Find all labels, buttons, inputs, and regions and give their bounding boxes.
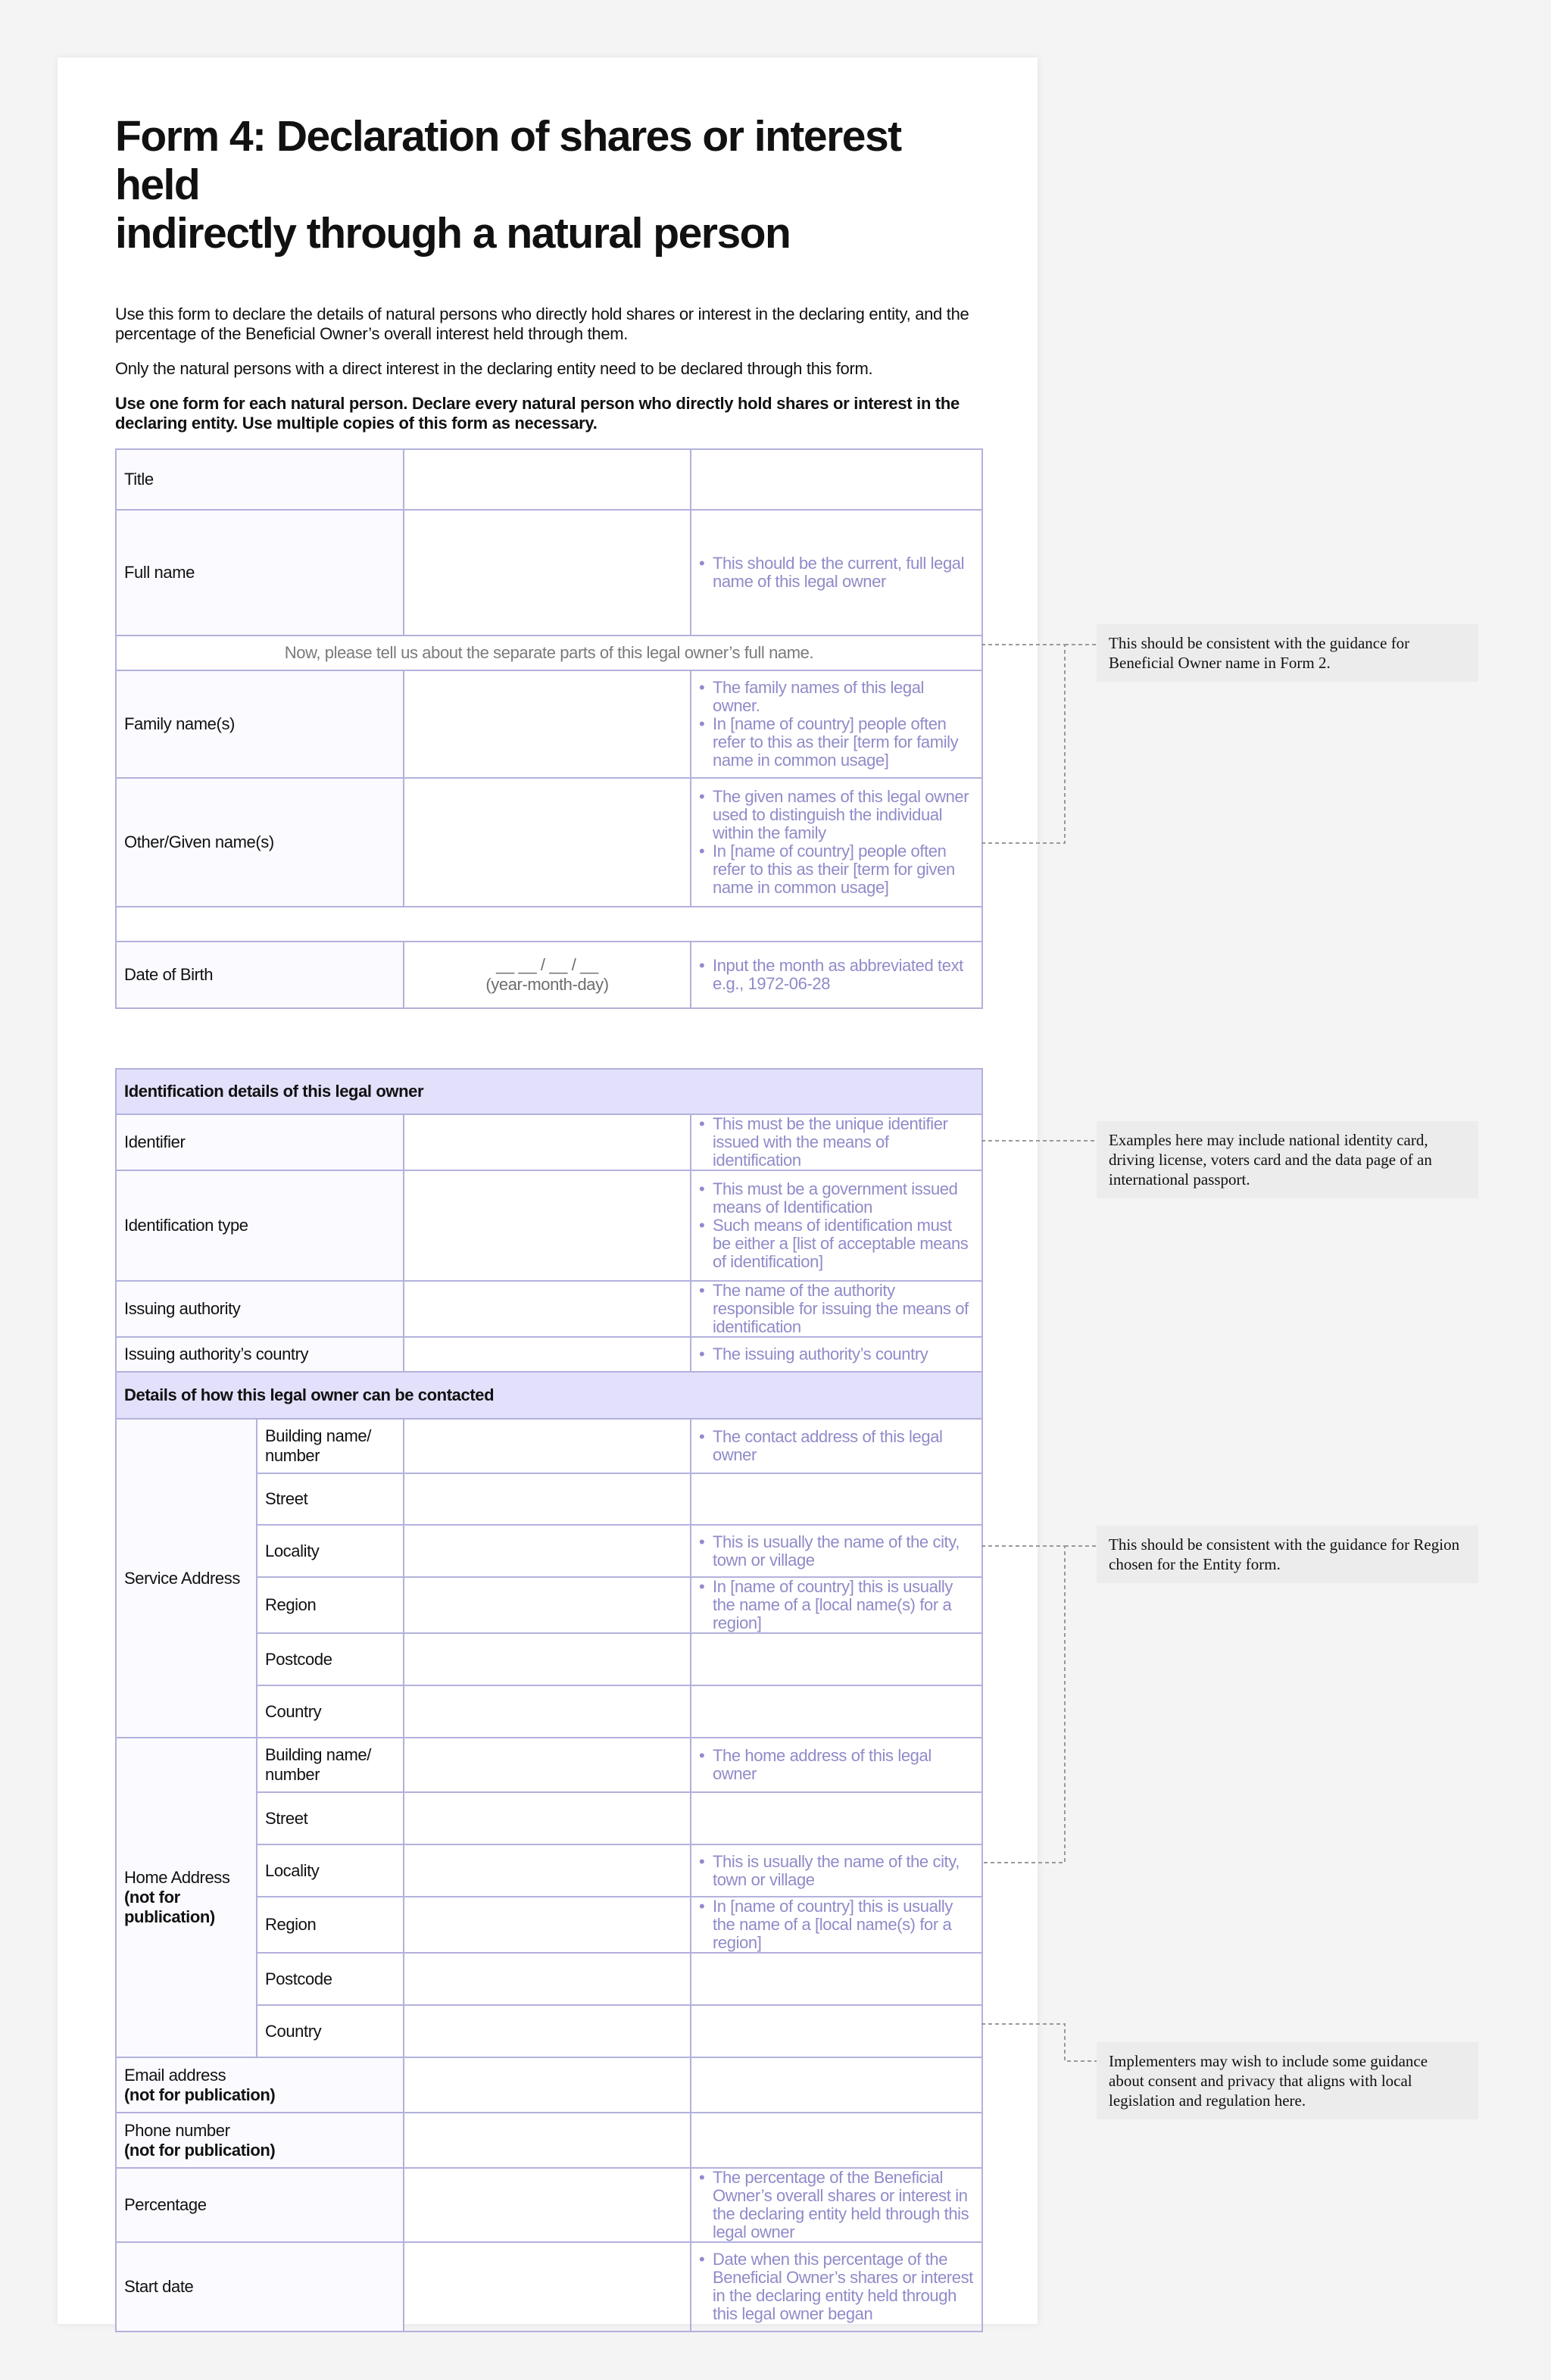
home-locality-hint-item: • This is usually the name of the city, town or village (699, 1853, 974, 1889)
service-address-label: Service Address (116, 1419, 257, 1738)
identifier-hint-item: • This must be the unique identifier issued with the means of identification (699, 1115, 974, 1170)
service-building-label: Building name/ number (257, 1419, 404, 1473)
intro-paragraph-1: Use this form to declare the details of natural persons who directly hold shares or interest in the declaring entity, and the percentage of the Beneficial Owner’s overall interest held through them. (115, 305, 969, 343)
home-building-hint-item: • The home address of this legal owner (699, 1747, 974, 1783)
connector-line-4 (981, 2024, 1097, 2061)
phone-label-text: Phone number (124, 2120, 230, 2140)
service-region-label: Region (257, 1577, 404, 1633)
service-street-label: Street (257, 1473, 404, 1525)
title-label: Title (116, 449, 404, 510)
home-country-label: Country (257, 2005, 404, 2057)
given-hint-item-2: • In [name of country] people often refer to this as their [term for given name in common usage] (699, 842, 974, 897)
fullname-hint-item: • This should be the current, full legal name of this legal owner (699, 554, 974, 591)
fullname-label: Full name (116, 510, 404, 636)
issuing-country-label: Issuing authority’s country (116, 1337, 404, 1372)
email-label-note: (not for publication) (124, 2085, 276, 2104)
home-postcode-label: Postcode (257, 1953, 404, 2005)
identification-type-label: Identification type (116, 1170, 404, 1281)
service-locality-hint-item: • This is usually the name of the city, town or village (699, 1533, 974, 1569)
connector-line-3 (981, 1546, 1065, 1863)
authority-hint-item: • The name of the authority responsible for issuing the means of identification (699, 1282, 974, 1336)
home-region-hint-item: • In [name of country] this is usually the name of a [local name(s) for a region] (699, 1897, 974, 1952)
issuing-country-hint-item: • The issuing authority’s country (699, 1345, 974, 1363)
dob-format: __ __ / __ / __ (496, 955, 598, 974)
family-hint-item-2: • In [name of country] people often refer to this as their [term for family name in common usage] (699, 715, 974, 770)
type-hint-item-2: • Such means of identification must be either a [list of acceptable means of identification] (699, 1217, 974, 1271)
contact-section-header: Details of how this legal owner can be contacted (116, 1372, 982, 1419)
annotation-name-guidance: This should be consistent with the guidance for Beneficial Owner name in Form 2. (1097, 624, 1478, 682)
name-parts-note: Now, please tell us about the separate parts of this legal owner’s full name. (116, 636, 982, 670)
home-street-label: Street (257, 1792, 404, 1844)
dob-label: Date of Birth (116, 942, 404, 1008)
annotation-region-guidance: This should be consistent with the guidance for Region chosen for the Entity form. (1097, 1526, 1478, 1583)
home-building-label: Building name/ number (257, 1738, 404, 1792)
start-date-label: Start date (116, 2242, 404, 2332)
identifier-label: Identifier (116, 1114, 404, 1170)
issuing-authority-label: Issuing authority (116, 1281, 404, 1337)
percentage-label: Percentage (116, 2168, 404, 2242)
type-hint-item-1: • This must be a government issued means of Identification (699, 1180, 974, 1217)
form-title-line-2: indirectly through a natural person (115, 209, 791, 258)
intro-paragraph-3: Use one form for each natural person. Declare every natural person who directly hold shares or interest in the declaring entity. Use multiple copies of this form as necessary. (115, 394, 960, 433)
annotation-identification-examples: Examples here may include national identity card, driving license, voters card and the data page of an international passport. (1097, 1121, 1478, 1198)
dob-format-hint: (year-month-day) (485, 975, 609, 994)
form-title-line-1: Form 4: Declaration of shares or interest held (115, 112, 901, 209)
home-address-note: (not for publication) (124, 1888, 215, 1926)
connector-line-1 (981, 645, 1065, 843)
home-address-title: Home Address (124, 1868, 230, 1887)
family-name-label: Family name(s) (116, 670, 404, 778)
phone-label-note: (not for publication) (124, 2140, 276, 2160)
home-region-label: Region (257, 1897, 404, 1953)
home-locality-label: Locality (257, 1844, 404, 1897)
identification-section-header: Identification details of this legal owner (116, 1069, 982, 1114)
given-hint-item-1: • The given names of this legal owner used to distinguish the individual within the family (699, 788, 974, 842)
email-label-text: Email address (124, 2065, 226, 2085)
service-locality-label: Locality (257, 1525, 404, 1577)
family-hint-item-1: • The family names of this legal owner. (699, 679, 974, 715)
annotation-consent-privacy: Implementers may wish to include some guidance about consent and privacy that aligns with local legislation and regulation here. (1097, 2042, 1478, 2119)
start-date-hint-item: • Date when this percentage of the Beneficial Owner’s shares or interest in the declaring entity held through this legal owner began (699, 2250, 974, 2323)
service-region-hint-item: • In [name of country] this is usually the name of a [local name(s) for a region] (699, 1578, 974, 1632)
service-building-hint-item: • The contact address of this legal owner (699, 1428, 974, 1464)
service-postcode-label: Postcode (257, 1633, 404, 1685)
percentage-hint-item: • The percentage of the Beneficial Owner’s overall shares or interest in the declaring entity held through this legal owner (699, 2169, 974, 2241)
dob-hint-item: • Input the month as abbreviated text e.g., 1972-06-28 (699, 957, 974, 993)
intro-paragraph-2: Only the natural persons with a direct interest in the declaring entity need to be declared through this form. (115, 359, 873, 378)
given-name-label: Other/Given name(s) (116, 778, 404, 907)
service-country-label: Country (257, 1685, 404, 1738)
